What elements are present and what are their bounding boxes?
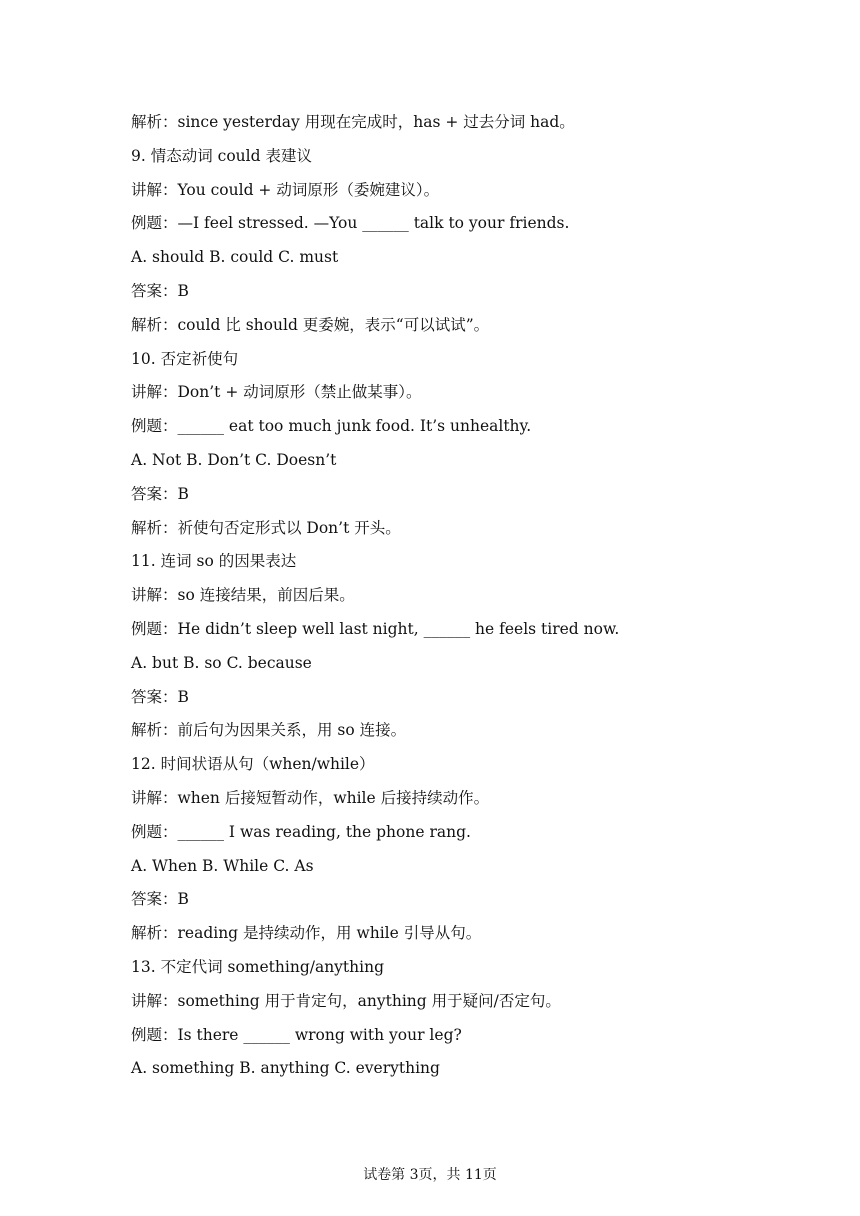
section-heading: 13. 不定代词 something/anything — [131, 957, 385, 976]
answer-line: 答案：B — [131, 281, 189, 300]
answer-options: A. something B. anything C. everything — [131, 1059, 440, 1078]
lecture-line: 讲解：so 连接结果，前因后果。 — [131, 586, 355, 605]
answer-options: A. Not B. Don’t C. Doesn’t — [131, 450, 337, 469]
example-question: 例题：He didn’t sleep well last night, ______ he feels tired now. — [131, 619, 620, 638]
explanation-line: 解析：前后句为因果关系，用 so 连接。 — [131, 721, 407, 740]
example-question: 例题：—I feel stressed. —You ______ talk to your friends. — [131, 214, 570, 233]
section-heading: 10. 否定祈使句 — [131, 349, 239, 368]
section-heading: 11. 连词 so 的因果表达 — [131, 552, 297, 571]
answer-options: A. but B. so C. because — [131, 653, 312, 672]
section-heading: 12. 时间状语从句（when/while） — [131, 755, 375, 774]
answer-line: 答案：B — [131, 687, 189, 706]
section-heading: 9. 情态动词 could 表建议 — [131, 146, 312, 165]
lecture-line: 讲解：something 用于肯定句，anything 用于疑问/否定句。 — [131, 991, 561, 1010]
explanation-line: 解析：reading 是持续动作，用 while 引导从句。 — [131, 924, 482, 943]
explanation-line: 解析：祈使句否定形式以 Don’t 开头。 — [131, 518, 401, 537]
answer-line: 答案：B — [131, 890, 189, 909]
explanation-line: 解析：since yesterday 用现在完成时，has + 过去分词 had。 — [131, 113, 575, 131]
answer-options: A. should B. could C. must — [131, 248, 339, 267]
example-question: 例题：Is there ______ wrong with your leg? — [131, 1025, 462, 1044]
example-question: 例题：______ I was reading, the phone rang. — [131, 822, 471, 841]
lecture-line: 讲解：Don’t + 动词原形（禁止做某事）。 — [131, 383, 422, 402]
answer-options: A. When B. While C. As — [131, 856, 314, 875]
lecture-line: 讲解：You could + 动词原形（委婉建议）。 — [131, 180, 440, 199]
document-body — [131, 109, 751, 1089]
explanation-line: 解析：could 比 should 更委婉，表示“可以试试”。 — [131, 315, 490, 334]
page-footer: 试卷第 3页，共 11页 — [363, 1167, 497, 1183]
lecture-line: 讲解：when 后接短暂动作，while 后接持续动作。 — [131, 788, 490, 807]
example-question: 例题：______ eat too much junk food. It’s unhealthy. — [131, 417, 532, 436]
answer-line: 答案：B — [131, 484, 189, 503]
